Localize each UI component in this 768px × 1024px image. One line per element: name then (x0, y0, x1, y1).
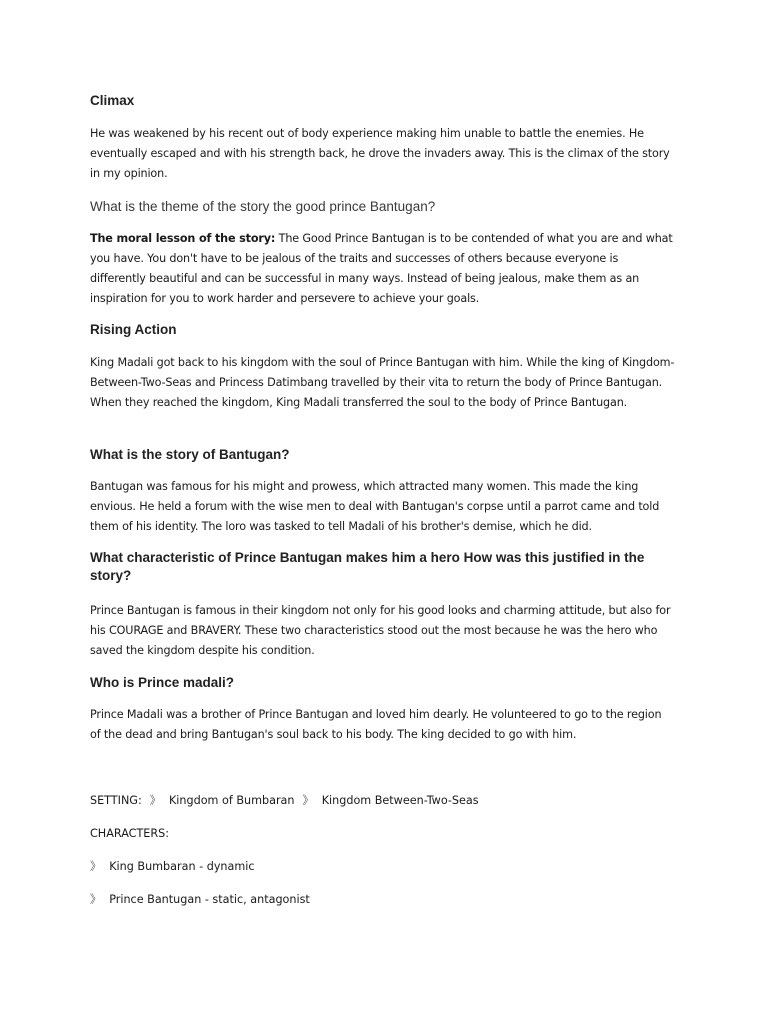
climax-paragraph: He was weakened by his recent out of body experience making him unable to battle the enemies. He eventually escaped and with his strength back, he drove the invaders away. This is the climax of the story in my opinion. (90, 127, 670, 180)
setting-line (90, 791, 680, 811)
hero-paragraph: Prince Bantugan is famous in their kingdom not only for his good looks and charming attitude, but also for his COURAGE and BRAVERY. These two characteristics stood out the most because he was the hero who saved the kingdom despite his condition. (90, 604, 671, 657)
character-text: Prince Bantugan - static, antagonist (109, 893, 310, 906)
theme-question: What is the theme of the story the good prince Bantugan? (90, 199, 436, 214)
theme-label: The moral lesson of the story: (90, 232, 276, 245)
theme-text: The Good Prince Bantugan is to be contended of what you are and what you have. You don't have to be jealous of the traits and successes of others because everyone is differently beautiful and can be successful in many ways. Instead of being jealous, make them as an inspiration for you to work harder and persevere to achieve your goals. (90, 232, 673, 305)
character-text: King Bumbaran - dynamic (109, 860, 255, 873)
climax-heading: Climax (90, 93, 135, 108)
arrow-icon: 》 (90, 893, 102, 906)
setting-place: Kingdom of Bumbaran (168, 794, 295, 807)
arrow-icon: 》 (149, 794, 161, 807)
hero-heading: What characteristic of Prince Bantugan makes him a hero How was this justified in the story? (90, 550, 645, 583)
arrow-icon: 》 (302, 794, 314, 807)
character-item (90, 857, 255, 877)
story-heading: What is the story of Bantugan? (90, 447, 290, 462)
character-item (90, 890, 310, 910)
madali-heading: Who is Prince madali? (90, 675, 235, 690)
arrow-icon: 》 (90, 860, 102, 873)
characters-label: CHARACTERS: (90, 827, 170, 840)
setting-label: SETTING: (90, 794, 142, 807)
rising-action-paragraph: King Madali got back to his kingdom with the soul of Prince Bantugan with him. While the king of Kingdom-Between-Two-Seas and Princess Datimbang travelled by their vita to return the body of Prince Bantugan. When they reached the kingdom, King Madali transferred the soul to the body of Prince Bantugan. (90, 356, 675, 409)
theme-paragraph (90, 229, 675, 309)
story-paragraph: Bantugan was famous for his might and prowess, which attracted many women. This made the king envious. He held a forum with the wise men to deal with Bantugan's corpse until a parrot came and told them of his identity. The loro was tasked to tell Madali of his brother's demise, which he did. (90, 480, 660, 533)
setting-place: Kingdom Between-Two-Seas (321, 794, 479, 807)
rising-action-heading: Rising Action (90, 322, 177, 337)
madali-paragraph: Prince Madali was a brother of Prince Bantugan and loved him dearly. He volunteered to go to the region of the dead and bring Bantugan's soul back to his body. The king decided to go with him. (90, 708, 662, 741)
